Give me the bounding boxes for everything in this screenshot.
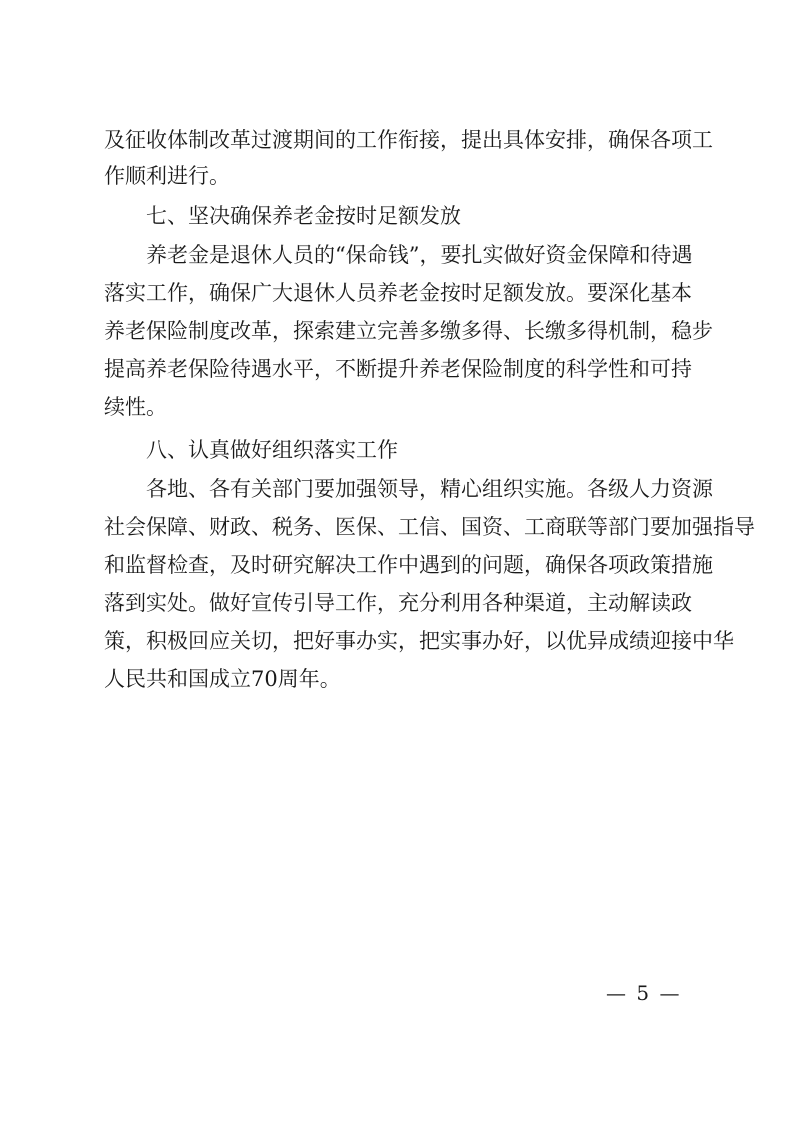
- paragraph-3-line-4: 落到实处。做好宣传引导工作，充分利用各种渠道，主动解读政: [104, 591, 692, 615]
- paragraph-2-line-5: 续性。: [104, 395, 167, 419]
- page-number: — 5 —: [606, 981, 682, 1005]
- paragraph-3-line-1: 各地、各有关部门要加强领导，精心组织实施。各级人力资源: [146, 477, 713, 501]
- paragraph-3-line-6: 人民共和国成立70周年。: [104, 667, 341, 691]
- paragraph-3-line-5: 策，积极回应关切，把好事办实，把实事办好，以优异成绩迎接中华: [104, 629, 734, 653]
- paragraph-2-line-4: 提高养老保险待遇水平，不断提升养老保险制度的科学性和可持: [104, 357, 692, 381]
- paragraph-2-line-3: 养老保险制度改革，探索建立完善多缴多得、长缴多得机制，稳步: [104, 319, 713, 343]
- paragraph-2-line-2: 落实工作，确保广大退休人员养老金按时足额发放。要深化基本: [104, 281, 692, 305]
- paragraph-2-line-1: 养老金是退休人员的“保命钱”，要扎实做好资金保障和待遇: [146, 243, 693, 267]
- paragraph-1-line-1: 及征收体制改革过渡期间的工作衔接，提出具体安排，确保各项工: [104, 128, 713, 152]
- section-heading-8: 八、认真做好组织落实工作: [146, 438, 398, 462]
- paragraph-3-line-3: 和监督检查，及时研究解决工作中遇到的问题，确保各项政策措施: [104, 553, 713, 577]
- section-heading-7: 七、坚决确保养老金按时足额发放: [146, 204, 461, 228]
- paragraph-1-line-2: 作顺利进行。: [104, 164, 230, 188]
- paragraph-3-line-2: 社会保障、财政、税务、医保、工信、国资、工商联等部门要加强指导: [104, 515, 755, 539]
